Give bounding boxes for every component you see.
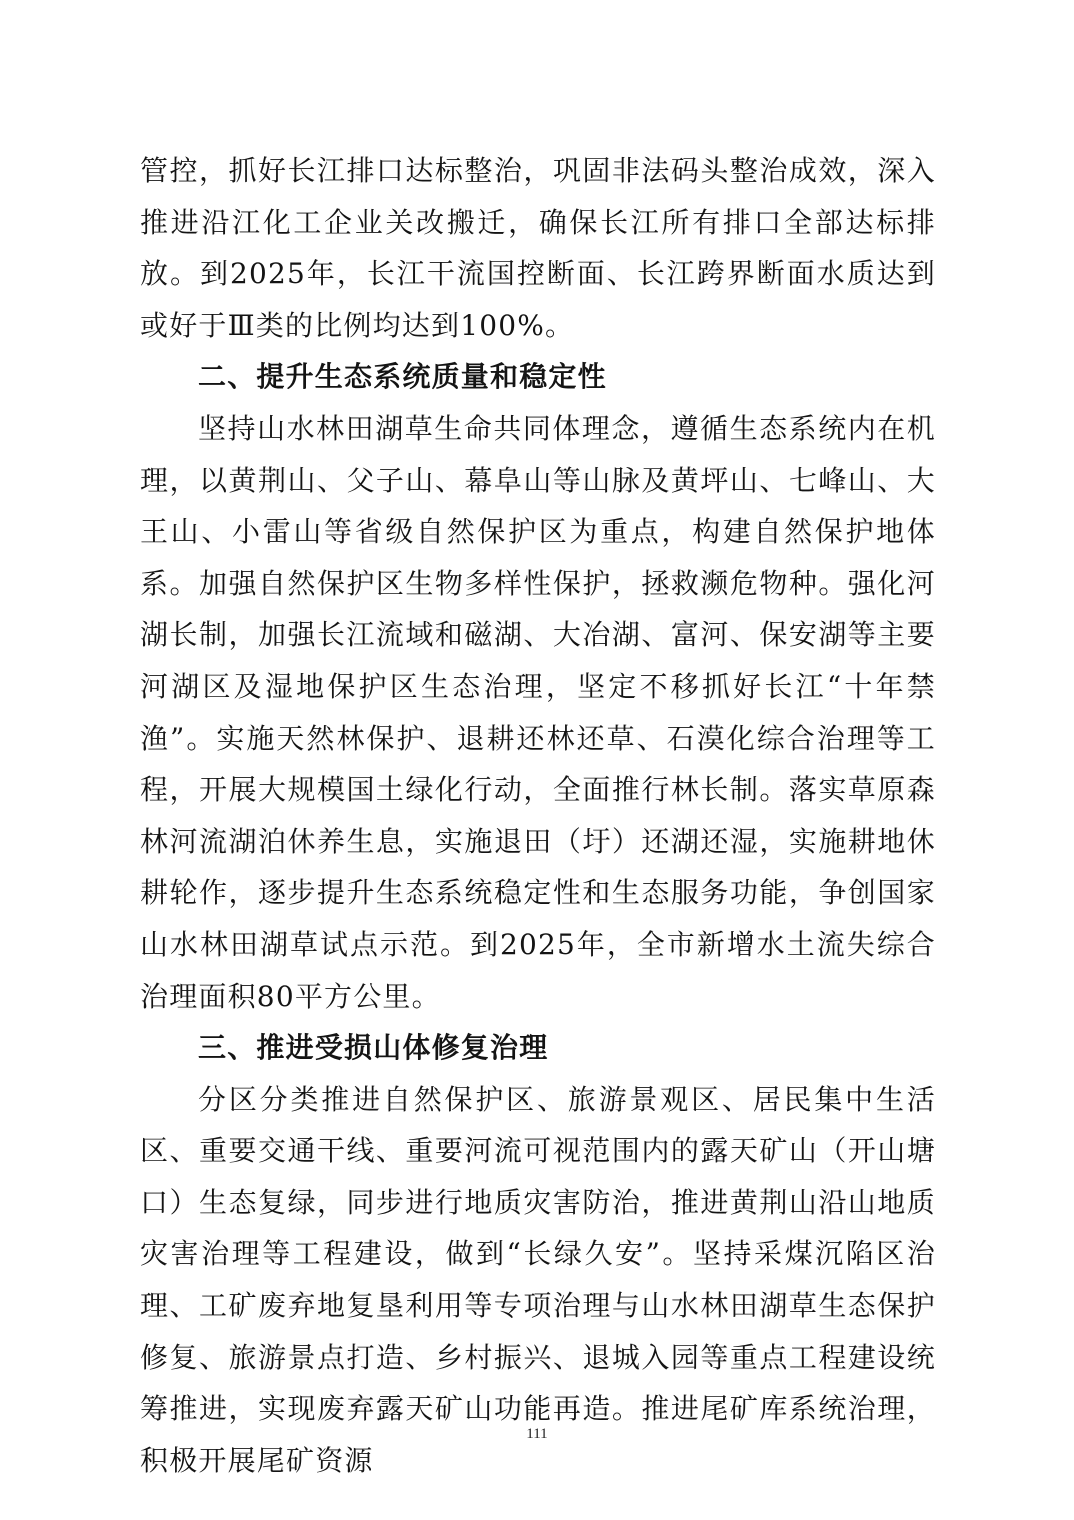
section-heading-3: 三、推进受损山体修复治理 [198, 1031, 549, 1065]
document-body [140, 145, 936, 1486]
paragraph-ecosystem: 坚持山水林田湖草生命共同体理念，遵循生态系统内在机理，以黄荆山、父子山、幕阜山等山脉及黄坪山、七峰山、大王山、小雷山等省级自然保护区为重点，构建自然保护地体系。加强自然保护区生物多样性保护，拯救濒危物种。强化河湖长制，加强长江流域和磁湖、大冶湖、富河、保安湖等主要河湖区及湿地保护区生态治理，坚定不移抓好长江“十年禁渔”。实施天然林保护、退耕还林还草、石漠化综合治理等工程，开展大规模国土绿化行动，全面推行林长制。落实草原森林河流湖泊休养生息，实施退田（圩）还湖还湿，实施耕地休耕轮作，逐步提升生态系统稳定性和生态服务功能，争创国家山水林田湖草试点示范。到2025年，全市新增水土流失综合治理面积80平方公里。 [140, 411, 936, 1013]
section-heading-2: 二、提升生态系统质量和稳定性 [198, 360, 607, 394]
paragraph-mountain-restoration: 分区分类推进自然保护区、旅游景观区、居民集中生活区、重要交通干线、重要河流可视范围内的露天矿山（开山塘口）生态复绿，同步进行地质灾害防治，推进黄荆山沿山地质灾害治理等工程建设，做到“长绿久安”。坚持采煤沉陷区治理、工矿废弃地复垦利用等专项治理与山水林田湖草生态保护修复、旅游景点打造、乡村振兴、退城入园等重点工程建设统筹推进，实现废弃露天矿山功能再造。推进尾矿库系统治理，积极开展尾矿资源 [140, 1082, 936, 1477]
page-number: 111 [526, 1426, 548, 1442]
paragraph-continuation: 管控，抓好长江排口达标整治，巩固非法码头整治成效，深入推进沿江化工企业关改搬迁，确保长江所有排口全部达标排放。到2025年，长江干流国控断面、长江跨界断面水质达到或好于Ⅲ类的比例均达到100%。 [140, 154, 936, 342]
